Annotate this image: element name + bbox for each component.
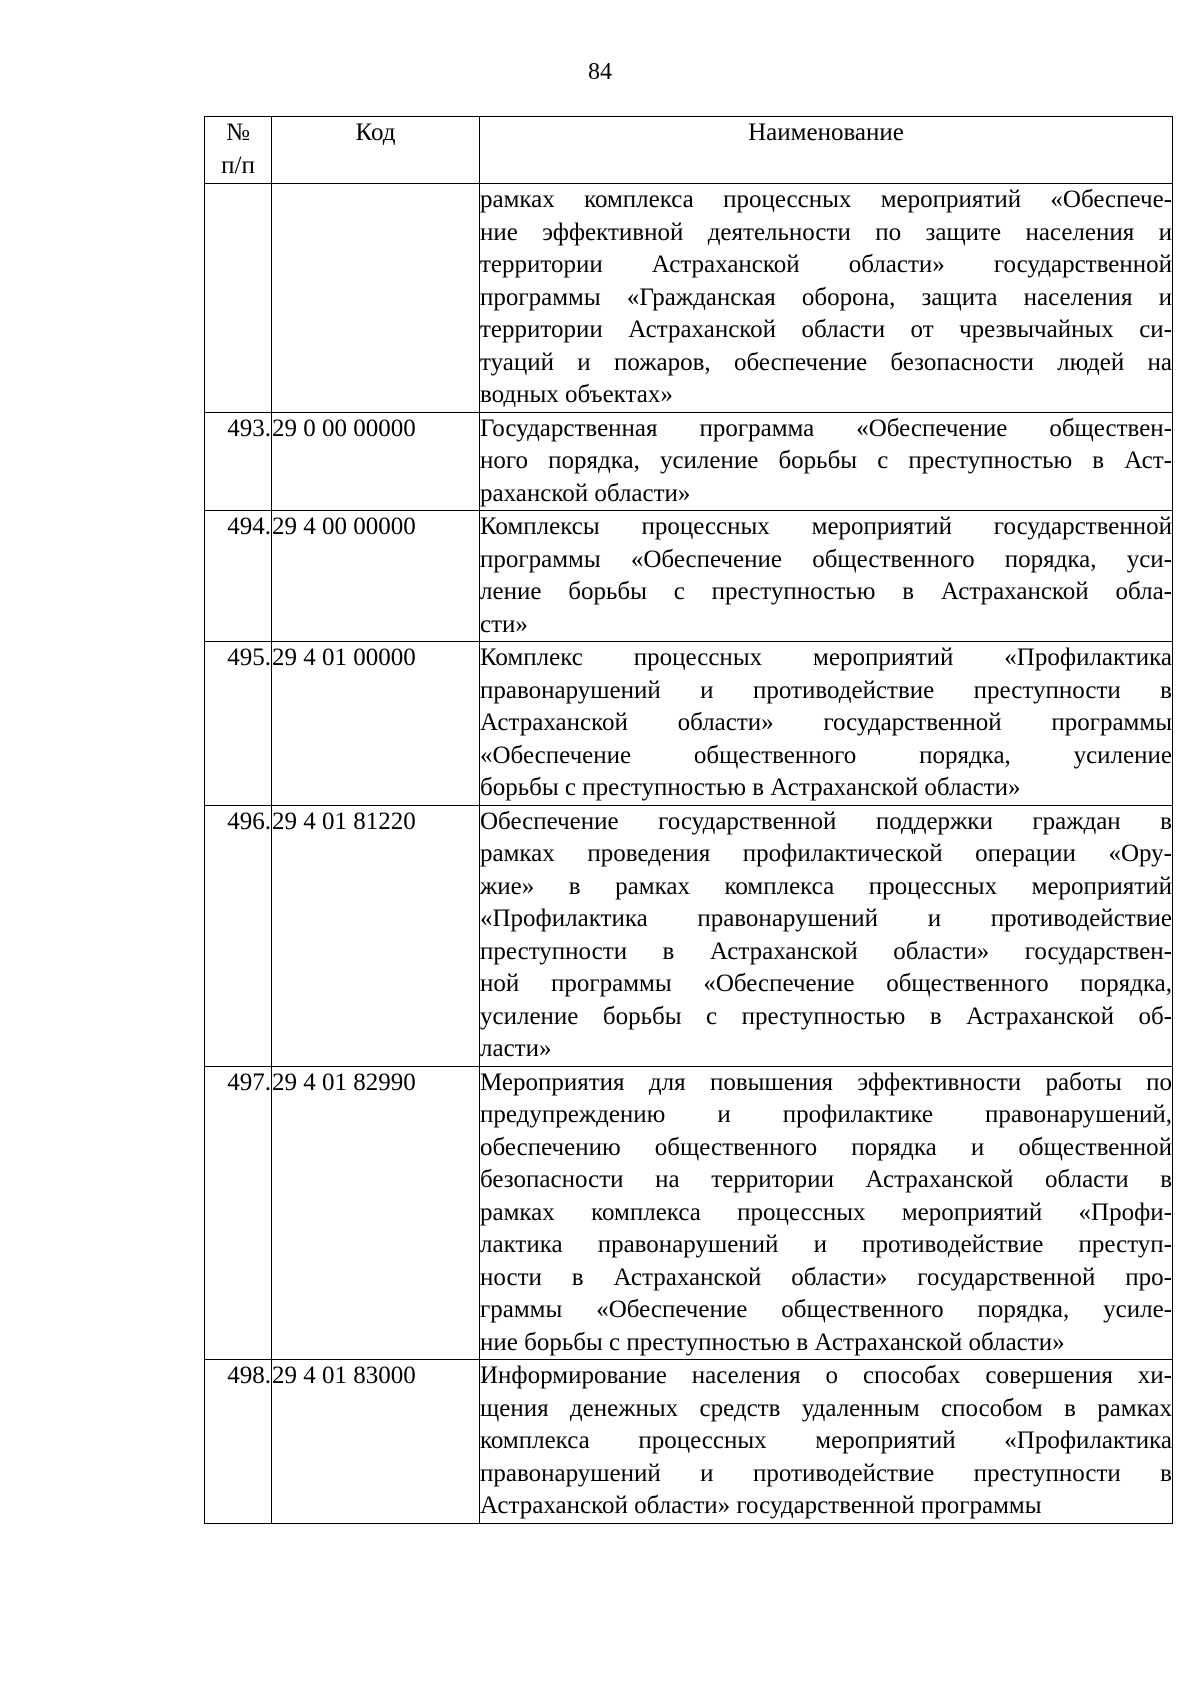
table-row xyxy=(205,184,1173,413)
row-name-line: граммы «Обеспечение общественного порядка, усиле- xyxy=(480,1296,1172,1323)
row-name-line: щения денежных средств удаленным способом в рамках xyxy=(480,1394,1172,1422)
row-name xyxy=(480,805,1173,1066)
row-name xyxy=(480,412,1173,511)
row-name xyxy=(480,1066,1173,1360)
row-name-line: ной программы «Обеспечение общественного порядка, xyxy=(480,970,1172,997)
row-name-line: туаций и пожаров, обеспечение безопасности людей на xyxy=(480,348,1172,376)
row-code: 29 4 01 00000 xyxy=(272,642,480,806)
row-code: 29 4 01 82990 xyxy=(272,1066,480,1360)
row-name-line: ласти» xyxy=(480,1035,552,1062)
row-name-line: Информирование населения о способах совершения хи- xyxy=(480,1362,1172,1389)
row-name-line: обеспечению общественного порядка и общественной xyxy=(480,1133,1172,1161)
row-name-line: рамках комплекса процессных мероприятий «Обеспече- xyxy=(480,186,1172,213)
table-row xyxy=(205,412,1173,511)
row-name-line: ного порядка, усиление борьбы с преступностью в Аст- xyxy=(480,447,1172,474)
row-number: 498. xyxy=(205,1360,272,1524)
table-row xyxy=(205,642,1173,806)
table-header-row xyxy=(205,117,1173,184)
row-number: 495. xyxy=(205,642,272,806)
row-name-line: борьбы с преступностью в Астраханской области» xyxy=(480,774,1021,801)
row-code: 29 4 01 81220 xyxy=(272,805,480,1066)
row-name xyxy=(480,511,1173,642)
row-name-line: предупреждению и профилактике правонарушений, xyxy=(480,1101,1172,1128)
header-code: Код xyxy=(272,117,480,184)
row-name-line: преступности в Астраханской области» государствен- xyxy=(480,937,1172,965)
row-name-line: раханской области» xyxy=(480,479,691,507)
row-number: 494. xyxy=(205,511,272,642)
row-name xyxy=(480,184,1173,413)
budget-code-table xyxy=(204,116,1173,1524)
table-row xyxy=(205,1360,1173,1524)
row-name-line: ние эффективной деятельности по защите населения и xyxy=(480,218,1172,246)
row-name-line: комплекса процессных мероприятий «Профилактика xyxy=(480,1427,1172,1454)
row-name-line: безопасности на территории Астраханской области в xyxy=(480,1166,1172,1193)
row-name-line: Комплексы процессных мероприятий государственной xyxy=(480,513,1172,540)
row-number: 497. xyxy=(205,1066,272,1360)
row-name-line: сти» xyxy=(480,610,528,638)
row-number: 493. xyxy=(205,412,272,511)
row-number xyxy=(205,184,272,413)
row-name-line: программы «Гражданская оборона, защита населения и xyxy=(480,283,1172,311)
row-code: 29 4 01 83000 xyxy=(272,1360,480,1524)
row-name xyxy=(480,1360,1173,1524)
row-name-line: Астраханской области» государственной программы xyxy=(480,709,1172,736)
row-name-line: Государственная программа «Обеспечение обществен- xyxy=(480,414,1172,442)
row-name-line: усиление борьбы с преступностью в Астраханской об- xyxy=(480,1002,1172,1030)
row-name-line: правонарушений и противодействие преступности в xyxy=(480,676,1172,704)
row-name-line: рамках комплекса процессных мероприятий «Профи- xyxy=(480,1198,1172,1226)
header-name: Наименование xyxy=(480,117,1173,184)
row-name-line: лактика правонарушений и противодействие преступ- xyxy=(480,1231,1172,1258)
row-code: 29 0 00 00000 xyxy=(272,412,480,511)
row-code xyxy=(272,184,480,413)
row-name-line: программы «Обеспечение общественного порядка, уси- xyxy=(480,545,1172,573)
row-name-line: ности в Астраханской области» государственной про- xyxy=(480,1263,1172,1291)
table-row xyxy=(205,805,1173,1066)
row-name-line: правонарушений и противодействие преступности в xyxy=(480,1459,1172,1487)
row-name-line: Астраханской области» государственной программы xyxy=(480,1492,1042,1519)
row-name-line: жие» в рамках комплекса процессных мероприятий xyxy=(480,872,1172,900)
row-name-line: Обеспечение государственной поддержки граждан в xyxy=(480,807,1172,835)
row-name-line: территории Астраханской области» государственной xyxy=(480,251,1172,278)
row-name-line: «Профилактика правонарушений и противодействие xyxy=(480,905,1172,932)
row-code: 29 4 00 00000 xyxy=(272,511,480,642)
table-row xyxy=(205,511,1173,642)
table-row xyxy=(205,1066,1173,1360)
header-number-abbr: п/п xyxy=(221,151,255,179)
row-name-line: Мероприятия для повышения эффективности работы по xyxy=(480,1068,1172,1096)
row-name-line: территории Астраханской области от чрезвычайных си- xyxy=(480,316,1172,343)
row-name-line: ление борьбы с преступностью в Астраханской обла- xyxy=(480,578,1172,605)
row-number: 496. xyxy=(205,805,272,1066)
row-name-line: Комплекс процессных мероприятий «Профилактика xyxy=(480,644,1172,671)
row-name xyxy=(480,642,1173,806)
header-number xyxy=(205,117,272,184)
row-name-line: ние борьбы с преступностью в Астраханской области» xyxy=(480,1328,1065,1356)
row-name-line: водных объектах» xyxy=(480,381,673,408)
row-name-line: рамках проведения профилактической операции «Ору- xyxy=(480,840,1172,867)
page-number: 84 xyxy=(588,59,612,85)
row-name-line: «Обеспечение общественного порядка, усиление xyxy=(480,741,1172,769)
header-number-symbol: № xyxy=(226,119,250,146)
